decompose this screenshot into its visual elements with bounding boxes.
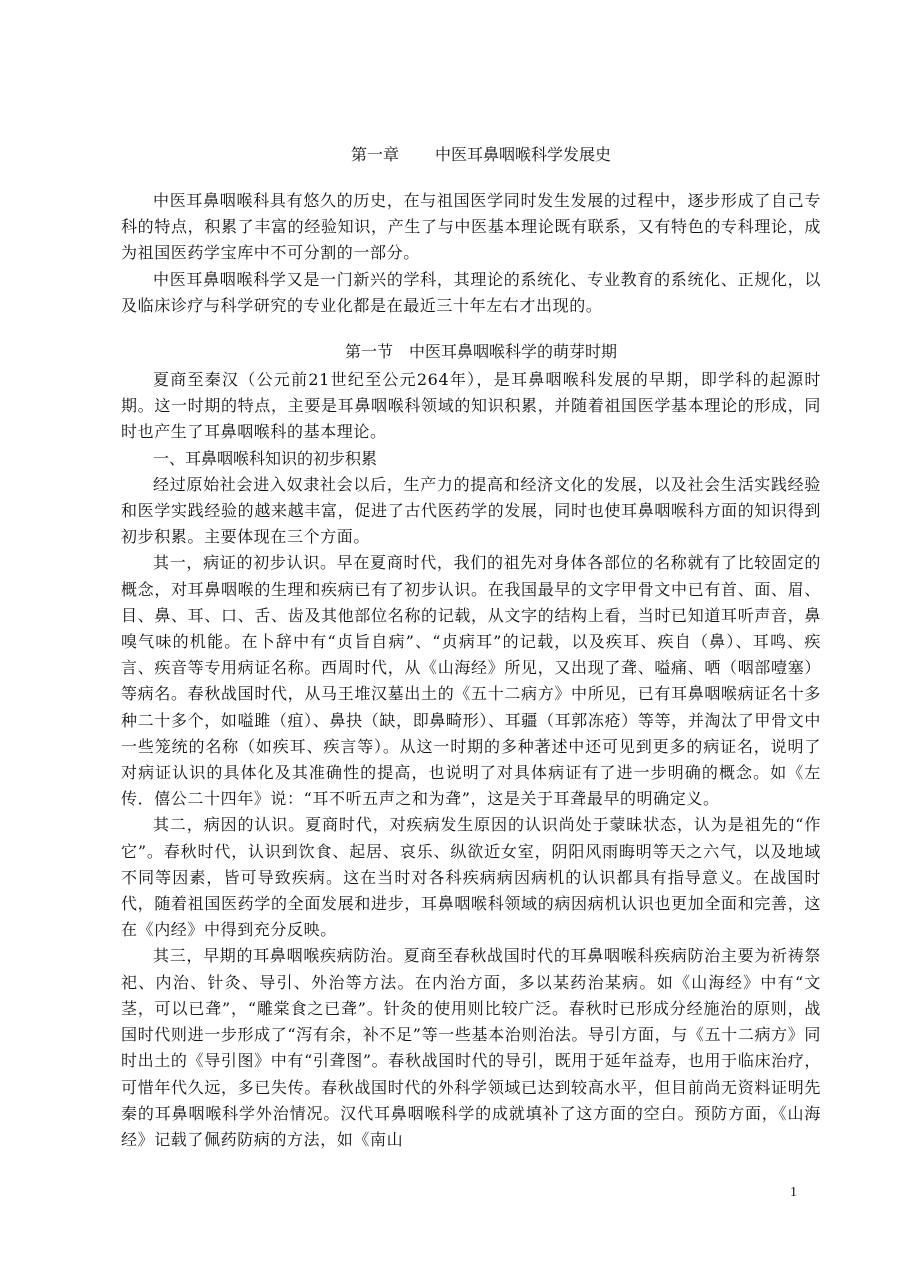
section-title: 中医耳鼻咽喉科学的萌芽时期 [409,342,618,362]
chapter-heading [121,140,821,170]
body-paragraph: 经过原始社会进入奴隶社会以后，生产力的提高和经济文化的发展，以及社会生活实践经验和医学实践经验的越来越丰富，促进了古代医药学的发展，同时也使耳鼻咽喉科方面的知识得到初步积累。主要体现在三个方面。 [121,474,821,547]
section-label: 第一节 [344,342,393,362]
section-heading [121,337,821,367]
chapter-label: 第一章 [350,145,399,164]
page-content [121,140,821,1153]
page-number: 1 [790,1185,797,1200]
intro-paragraph: 中医耳鼻咽喉科学又是一门新兴的学科，其理论的系统化、专业教育的系统化、正规化，以及临床诊疗与科学研究的专业化都是在最近三十年左右才出现的。 [121,269,821,315]
intro-paragraph: 中医耳鼻咽喉科具有悠久的历史，在与祖国医学同时发生发展的过程中，逐步形成了自己专科的特点，积累了丰富的经验知识，产生了与中医基本理论既有联系，又有特色的专科理论，成为祖国医药学宝库中不可分割的一部分。 [121,191,821,263]
body-paragraph: 其一，病证的初步认识。早在夏商时代，我们的祖先对身体各部位的名称就有了比较固定的概念，对耳鼻咽喉的生理和疾病已有了初步认识。在我国最早的文字甲骨文中已有首、面、眉、目、鼻、耳、口、舌、齿及其他部位名称的记载，从文字的结构上看，当时已知道耳听声音，鼻嗅气味的机能。在卜辞中有“贞旨自病”、“贞病耳”的记载，以及疾耳、疾自（鼻）、耳鸣、疾言、疾音等专用病证名称。西周时代，从《山海经》所见，又出现了聋、嗌痛、哂（咽部噎塞）等病名。春秋战国时代，从马王堆汉墓出土的《五十二病方》中所见，已有耳鼻咽喉病证名十多种二十多个，如嗌雎（疽）、鼻抉（缺，即鼻畸形）、耳疆（耳郭冻疮）等等，并淘汰了甲骨文中一些笼统的名称（如疾耳、疾言等）。从这一时期的多种著述中还可见到更多的病证名，说明了对病证认识的具体化及其准确性的提高，也说明了对具体病证有了进一步明确的概念。如《左传．僖公二十四年》说：“耳不听五声之和为聋”，这是关于耳聋最早的明确定义。 [121,553,821,809]
chapter-title: 中医耳鼻咽喉科学发展史 [435,145,612,164]
section-paragraph: 夏商至秦汉（公元前21世纪至公元264年），是耳鼻咽喉科发展的早期，即学科的起源时期。这一时期的特点，主要是耳鼻咽喉科领域的知识积累，并随着祖国医学基本理论的形成，同时也产生了耳鼻咽喉科的基本理论。 [121,370,821,442]
body-paragraph: 其二，病因的认识。夏商时代，对疾病发生原因的认识尚处于蒙昧状态，认为是祖先的“作它”。春秋时代，认识到饮食、起居、哀乐、纵欲近女室，阴阳风雨晦明等天之六气，以及地域不同等因素，皆可导致疾病。这在当时对各科疾病病因病机的认识都具有指导意义。在战国时代，随着祖国医药学的全面发展和进步，耳鼻咽喉科领域的病因病机认识也更加全面和完善，这在《内经》中得到充分反映。 [121,815,821,940]
body-paragraph: 其三，早期的耳鼻咽喉疾病防治。夏商至春秋战国时代的耳鼻咽喉科疾病防治主要为祈祷祭祀、内治、针灸、导引、外治等方法。在内治方面，多以某药治某病。如《山海经》中有“文茎，可以已聋”，“雕棠食之已聋”。针灸的使用则比较广泛。春秋时已形成分经施治的原则，战国时代则进一步形成了“泻有余，补不足”等一些基本治则治法。导引方面，与《五十二病方》同时出土的《导引图》中有“引聋图”。春秋战国时代的导引，既用于延年益寿，也用于临床治疗，可惜年代久远，多已失传。春秋战国时代的外科学领域已达到较高水平，但目前尚无资料证明先秦的耳鼻咽喉科学外治情况。汉代耳鼻咽喉科学的成就填补了这方面的空白。预防方面，《山海经》记载了佩药防病的方法，如《南山 [121,946,821,1149]
subheading: 一、耳鼻咽喉科知识的初步积累 [153,448,378,468]
